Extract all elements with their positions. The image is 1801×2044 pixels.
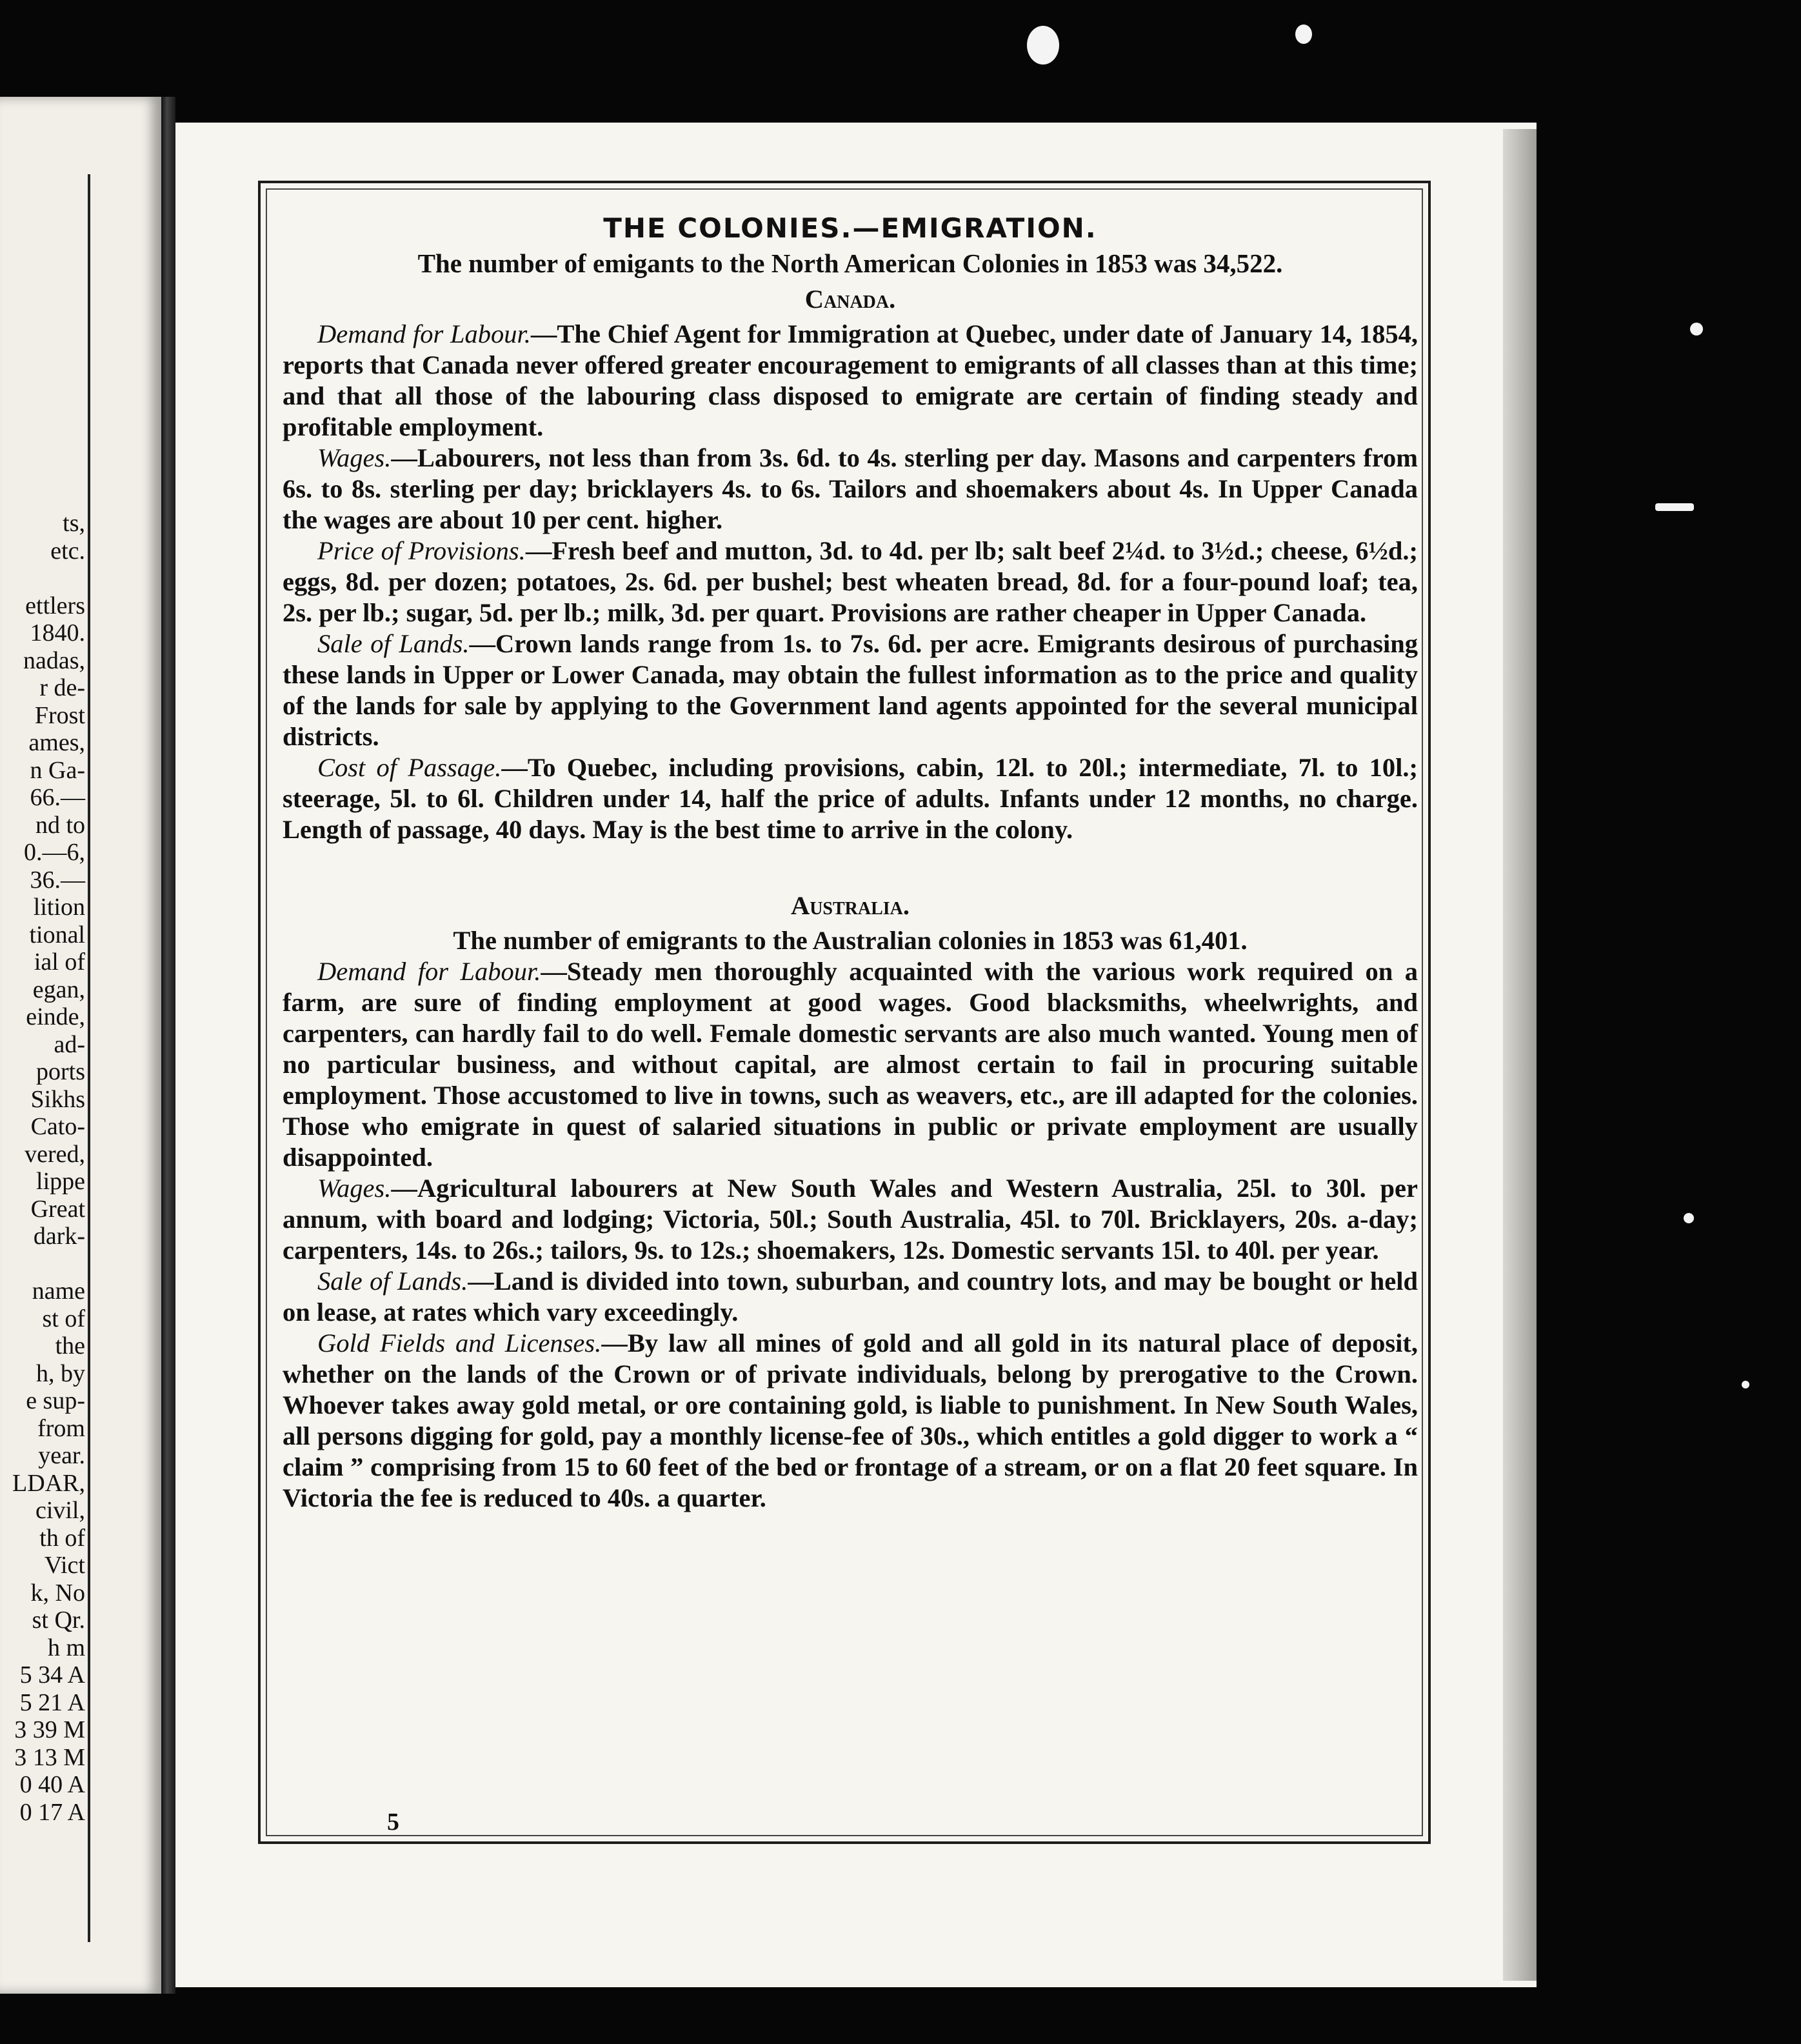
facing-page-line: etc. xyxy=(50,537,85,565)
facing-page-line: ial of xyxy=(34,948,85,976)
paragraph-lead: Sale of Lands. xyxy=(317,629,470,658)
facing-page-line: ports xyxy=(36,1058,85,1085)
australia-section xyxy=(283,956,1418,1514)
facing-page-line: nadas, xyxy=(23,646,85,674)
australia-paragraph xyxy=(283,1173,1418,1266)
facing-page-line: ettlers xyxy=(25,592,85,619)
dust-speck xyxy=(1027,26,1059,65)
paragraph-lead: Cost of Passage. xyxy=(317,753,502,782)
intro-text: The number of emigants to the North American Colonies in 1853 was 34,522. xyxy=(417,248,1283,278)
canada-paragraph xyxy=(283,443,1418,536)
facing-page-line: h, by xyxy=(36,1359,85,1387)
australia-paragraph xyxy=(283,1266,1418,1328)
paragraph-lead: Sale of Lands. xyxy=(317,1267,468,1296)
dust-speck xyxy=(1684,1213,1694,1223)
paragraph-body: —By law all mines of gold and all gold in its natural place of deposit, whether on the lands of the Crown or of private individuals, belong by prerogative to the Crown. Whoever takes away gold metal, or ore containing gold, is liable to punishment. In New South Wales, all persons digging for gold, pay a monthly license-fee of 30s., which entitles a gold digger to work a “ claim ” comprising from 15 to 60 feet of the bed or frontage of a stream, or on a flat 20 feet square. In Victoria the fee is reduced to 40s. a quarter. xyxy=(283,1328,1418,1512)
facing-page-line: from xyxy=(37,1414,85,1442)
facing-page-line: Sikhs xyxy=(30,1085,85,1113)
dust-speck xyxy=(1655,503,1694,511)
facing-page-line: ames, xyxy=(28,729,85,756)
book-gutter xyxy=(161,97,175,1994)
facing-page-line: tional xyxy=(29,921,85,948)
page-content xyxy=(283,213,1418,1514)
facing-page-line: st of xyxy=(42,1305,85,1332)
facing-page-line xyxy=(0,1250,85,1278)
facing-page xyxy=(0,97,161,1994)
facing-page-rule xyxy=(88,174,90,1942)
canada-paragraph xyxy=(283,752,1418,845)
facing-page-line: LDAR, xyxy=(12,1469,85,1497)
facing-page-line: n Ga- xyxy=(30,756,85,784)
canada-paragraph xyxy=(283,536,1418,628)
facing-page-line: vered, xyxy=(25,1140,85,1168)
facing-page-line: st Qr. xyxy=(32,1607,85,1634)
section-heading-australia: Australia. xyxy=(790,891,910,920)
facing-page-line: h m xyxy=(47,1634,85,1661)
facing-page-line: 3 13 M xyxy=(14,1743,85,1771)
facing-page-line: 3 39 M xyxy=(14,1716,85,1743)
facing-page-line: einde, xyxy=(26,1003,85,1030)
facing-page-line: 66.— xyxy=(30,784,85,811)
facing-page-line: lition xyxy=(33,894,85,921)
paragraph-lead: Demand for Labour. xyxy=(317,319,531,348)
facing-page-line: Vict xyxy=(44,1552,85,1579)
facing-page-line: 5 21 A xyxy=(19,1688,85,1716)
paragraph-lead: Demand for Labour. xyxy=(317,957,541,986)
page-number: 5 xyxy=(387,1809,399,1836)
facing-page-line xyxy=(0,565,85,592)
facing-page-line: 36.— xyxy=(30,866,85,894)
dust-speck xyxy=(1742,1381,1749,1388)
canada-section xyxy=(283,319,1418,845)
facing-page-line: the xyxy=(55,1332,85,1359)
paragraph-lead: Price of Provisions. xyxy=(317,536,526,565)
paragraph-body: —Land is divided into town, suburban, and country lots, and may be bought or held on lease, at rates which vary exceedingly. xyxy=(283,1267,1418,1327)
facing-page-line: e sup- xyxy=(26,1387,85,1414)
facing-page-line: 0 17 A xyxy=(19,1798,85,1826)
facing-page-line: th of xyxy=(39,1524,85,1552)
dust-speck xyxy=(1690,323,1703,336)
facing-page-line: ad- xyxy=(54,1030,85,1058)
facing-page-line: Cato- xyxy=(30,1113,85,1140)
dust-speck xyxy=(1295,25,1312,44)
facing-page-line: ts, xyxy=(63,510,85,537)
paragraph-lead: Gold Fields and Licenses. xyxy=(317,1328,602,1358)
paragraph-lead: Wages. xyxy=(317,1174,392,1203)
section-heading-canada: Canada. xyxy=(804,285,896,314)
page-edge xyxy=(1503,129,1537,1981)
facing-page-line: 1840. xyxy=(30,619,85,646)
page-title: THE COLONIES.—EMIGRATION. xyxy=(603,212,1097,244)
paragraph-body: —Steady men thoroughly acquainted with the various work required on a farm, are sure of finding employment at good wages. Good blacksmiths, wheelwrights, and carpenters, can hardly fail to do well. Female domestic servants are also much wanted. Young men of no particular business, and without capital, are almost certain to fail in procuring suitable employment. Those accustomed to live in towns, such as weavers, etc., are ill adapted for the colonies. Those who emigrate in quest of salaried situations in public or private employment are usually disappointed. xyxy=(283,957,1418,1172)
facing-page-line: Frost xyxy=(34,701,85,729)
facing-page-line: 0.—6, xyxy=(24,839,85,866)
canada-paragraph xyxy=(283,628,1418,752)
facing-page-line: nd to xyxy=(35,811,85,839)
facing-page-line: 0 40 A xyxy=(19,1771,85,1798)
australia-intro: The number of emigrants to the Australian colonies in 1853 was 61,401. xyxy=(453,926,1248,955)
facing-page-line: 5 34 A xyxy=(19,1661,85,1688)
facing-page-line: year. xyxy=(38,1442,85,1469)
paragraph-body: —The Chief Agent for Immigration at Quebec, under date of January 14, 1854, reports that Canada never offered greater encouragement to emigrants of all classes than at this time; and that all those of the labouring class disposed to emigrate are certain of finding steady and profitable employment. xyxy=(283,319,1418,441)
facing-page-line: egan, xyxy=(32,976,85,1003)
paragraph-body: —To Quebec, including provisions, cabin, 12l. to 20l.; intermediate, 7l. to 10l.; steerage, 5l. to 6l. Children under 14, half the price of adults. Infants under 12 months, no charge. Length of passage, 40 days. May is the best time to arrive in the colony. xyxy=(283,753,1418,844)
facing-page-line: k, No xyxy=(30,1579,85,1607)
facing-page-line: Great xyxy=(30,1195,85,1223)
australia-paragraph xyxy=(283,956,1418,1173)
paragraph-body: —Fresh beef and mutton, 3d. to 4d. per lb; salt beef 2¼d. to 3½d.; cheese, 6½d.; eggs, 8d. per dozen; potatoes, 2s. 6d. per bushel; best wheaten bread, 8d. for a four-pound loaf; tea, 2s. per lb.; sugar, 5d. per lb.; milk, 3d. per quart. Provisions are rather cheaper in Upper Canada. xyxy=(283,536,1418,627)
facing-page-line: name xyxy=(32,1278,85,1305)
paragraph-body: —Crown lands range from 1s. to 7s. 6d. per acre. Emigrants desirous of purchasing these lands in Upper or Lower Canada, may obtain the fullest information as to the price and quality of the lands for sale by applying to the Government land agents appointed for the several municipal districts. xyxy=(283,629,1418,751)
australia-paragraph xyxy=(283,1328,1418,1514)
paragraph-body: —Agricultural labourers at New South Wales and Western Australia, 25l. to 30l. per annum, with board and lodging; Victoria, 50l.; South Australia, 45l. to 70l. Bricklayers, 20s. a-day; carpenters, 14s. to 26s.; tailors, 9s. to 12s.; shoemakers, 12s. Domestic servants 15l. to 40l. per year. xyxy=(283,1174,1418,1265)
facing-page-line: dark- xyxy=(33,1223,85,1250)
facing-page-line: lippe xyxy=(36,1168,85,1195)
paragraph-lead: Wages. xyxy=(317,443,392,472)
facing-page-text xyxy=(0,510,85,1826)
facing-page-line: r de- xyxy=(39,674,85,701)
facing-page-line: civil, xyxy=(35,1497,85,1524)
paragraph-body: —Labourers, not less than from 3s. 6d. to 4s. sterling per day. Masons and carpenters from 6s. to 8s. sterling per day; bricklayers 4s. to 6s. Tailors and shoemakers about 4s. In Upper Canada the wages are about 10 per cent. higher. xyxy=(283,443,1418,534)
canada-paragraph xyxy=(283,319,1418,443)
